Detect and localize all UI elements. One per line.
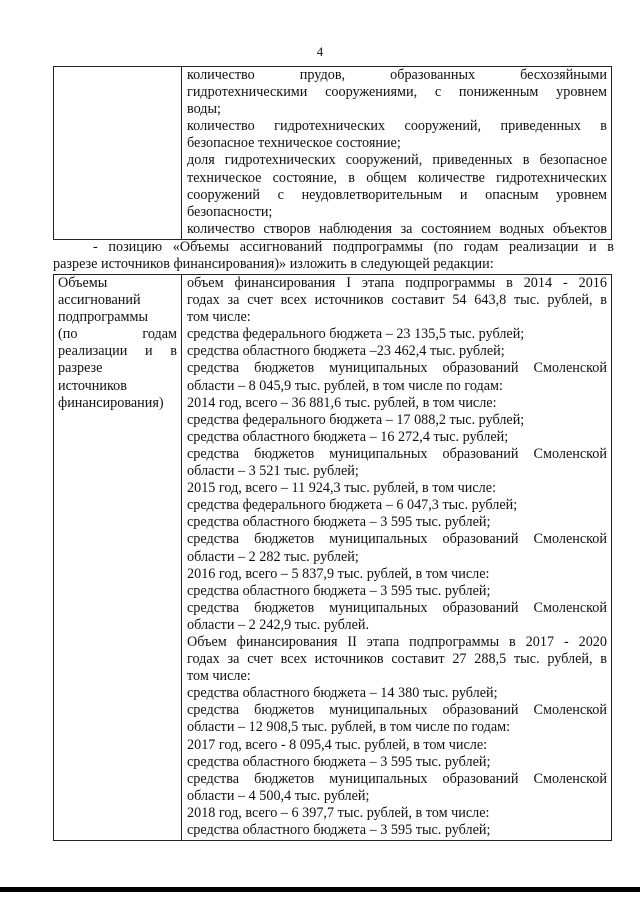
funding-line: средства областного бюджета – 16 272,4 тыс. рублей; bbox=[187, 428, 509, 445]
funding-line: том числе: bbox=[187, 309, 251, 326]
funding-line: средства областного бюджета –23 462,4 тыс. рублей; bbox=[187, 343, 505, 360]
amendment-paragraph bbox=[53, 239, 614, 273]
funding-line: средства областного бюджета – 3 595 тыс. рублей; bbox=[187, 514, 491, 531]
position-name-line: ассигнований bbox=[58, 292, 141, 309]
position-name-line: финансирования) bbox=[58, 394, 164, 411]
bottom-scan-edge bbox=[0, 887, 640, 892]
indicator-line: безопасное техническое состояние; bbox=[187, 135, 401, 152]
funding-line: 2017 год, всего - 8 095,4 тыс. рублей, в том числе: bbox=[187, 736, 488, 753]
funding-line: объем финансирования I этапа подпрограммы в 2014 - 2016 bbox=[187, 275, 607, 291]
funding-line: средства областного бюджета – 3 595 тыс. рублей; bbox=[187, 753, 491, 770]
funding-line: средства областного бюджета – 3 595 тыс. рублей; bbox=[187, 582, 491, 599]
indicator-line: доля гидротехнических сооружений, приведенных в безопасное bbox=[187, 152, 607, 169]
funding-line: области – 3 521 тыс. рублей; bbox=[187, 463, 359, 480]
indicator-lines bbox=[187, 67, 607, 238]
table-cell-position-name bbox=[54, 275, 182, 841]
funding-line: области – 2 242,9 тыс. рублей. bbox=[187, 616, 370, 633]
indicator-line: сооружений с неудовлетворительным и опасным уровнем bbox=[187, 186, 607, 203]
position-name-line: (по годам bbox=[58, 326, 177, 343]
position-name-line: Объемы bbox=[58, 275, 108, 291]
funding-line: 2014 год, всего – 36 881,6 тыс. рублей, в том числе: bbox=[187, 394, 497, 411]
position-name-line: реализации и в bbox=[58, 343, 177, 360]
funding-line: 2018 год, всего – 6 397,7 тыс. рублей, в том числе: bbox=[187, 804, 490, 821]
position-name-lines bbox=[58, 275, 177, 412]
position-name-line: источников bbox=[58, 377, 127, 394]
funding-line: средства областного бюджета – 3 595 тыс. рублей; bbox=[187, 822, 491, 838]
funding-line: годах за счет всех источников составит 27 288,5 тыс. рублей, в bbox=[187, 651, 607, 668]
funding-line: Объем финансирования II этапа подпрограммы в 2017 - 2020 bbox=[187, 633, 607, 650]
funding-line: 2016 год, всего – 5 837,9 тыс. рублей, в том числе: bbox=[187, 565, 490, 582]
table-cell-indicators bbox=[182, 67, 612, 240]
position-name-line: разрезе bbox=[58, 360, 103, 377]
funding-line: средства бюджетов муниципальных образований Смоленской bbox=[187, 531, 607, 548]
indicator-line: гидротехническими сооружениями, с пониженным уровнем bbox=[187, 84, 607, 101]
funding-line: 2015 год, всего – 11 924,3 тыс. рублей, в том числе: bbox=[187, 480, 497, 497]
table-cell-left-empty bbox=[54, 67, 182, 240]
funding-line: годах за счет всех источников составит 54 643,8 тыс. рублей, в bbox=[187, 292, 607, 309]
funding-line: средства бюджетов муниципальных образований Смоленской bbox=[187, 360, 607, 377]
table-continuation bbox=[53, 66, 612, 240]
funding-line: средства бюджетов муниципальных образований Смоленской bbox=[187, 599, 607, 616]
page-number: 4 bbox=[316, 44, 324, 59]
indicator-line: безопасности; bbox=[187, 203, 273, 220]
position-name-line: подпрограммы bbox=[58, 309, 148, 326]
table-row bbox=[54, 67, 612, 240]
funding-line: средства федерального бюджета – 17 088,2 тыс. рублей; bbox=[187, 411, 525, 428]
paragraph-line-2: разрезе источников финансирования)» изложить в следующей редакции: bbox=[53, 256, 494, 273]
funding-line: области – 12 908,5 тыс. рублей, в том числе по годам: bbox=[187, 719, 511, 736]
funding-line: средства бюджетов муниципальных образований Смоленской bbox=[187, 445, 607, 462]
indicator-line: количество гидротехнических сооружений, приведенных в bbox=[187, 118, 607, 135]
table-cell-funding-text bbox=[182, 275, 612, 841]
funding-line: средства бюджетов муниципальных образований Смоленской bbox=[187, 702, 607, 719]
table-row bbox=[54, 275, 612, 841]
funding-line: области – 2 282 тыс. рублей; bbox=[187, 548, 359, 565]
paragraph-line-1: - позицию «Объемы ассигнований подпрограммы (по годам реализации и в bbox=[93, 239, 614, 255]
indicator-line: количество створов наблюдения за состоянием водных объектов bbox=[187, 220, 607, 237]
funding-line: области – 8 045,9 тыс. рублей, в том числе по годам: bbox=[187, 377, 503, 394]
indicator-line: воды; bbox=[187, 101, 221, 118]
funding-lines bbox=[187, 275, 607, 839]
funding-line: том числе: bbox=[187, 668, 251, 685]
funding-line: средства федерального бюджета – 23 135,5 тыс. рублей; bbox=[187, 326, 525, 343]
funding-line: средства областного бюджета – 14 380 тыс. рублей; bbox=[187, 685, 498, 702]
funding-line: области – 4 500,4 тыс. рублей; bbox=[187, 787, 370, 804]
table-funding bbox=[53, 274, 612, 841]
funding-line: средства бюджетов муниципальных образований Смоленской bbox=[187, 770, 607, 787]
funding-line: средства федерального бюджета – 6 047,3 тыс. рублей; bbox=[187, 497, 518, 514]
indicator-line: количество прудов, образованных бесхозяйными bbox=[187, 67, 607, 83]
indicator-line: техническое состояние, в общем количестве гидротехнических bbox=[187, 169, 607, 186]
